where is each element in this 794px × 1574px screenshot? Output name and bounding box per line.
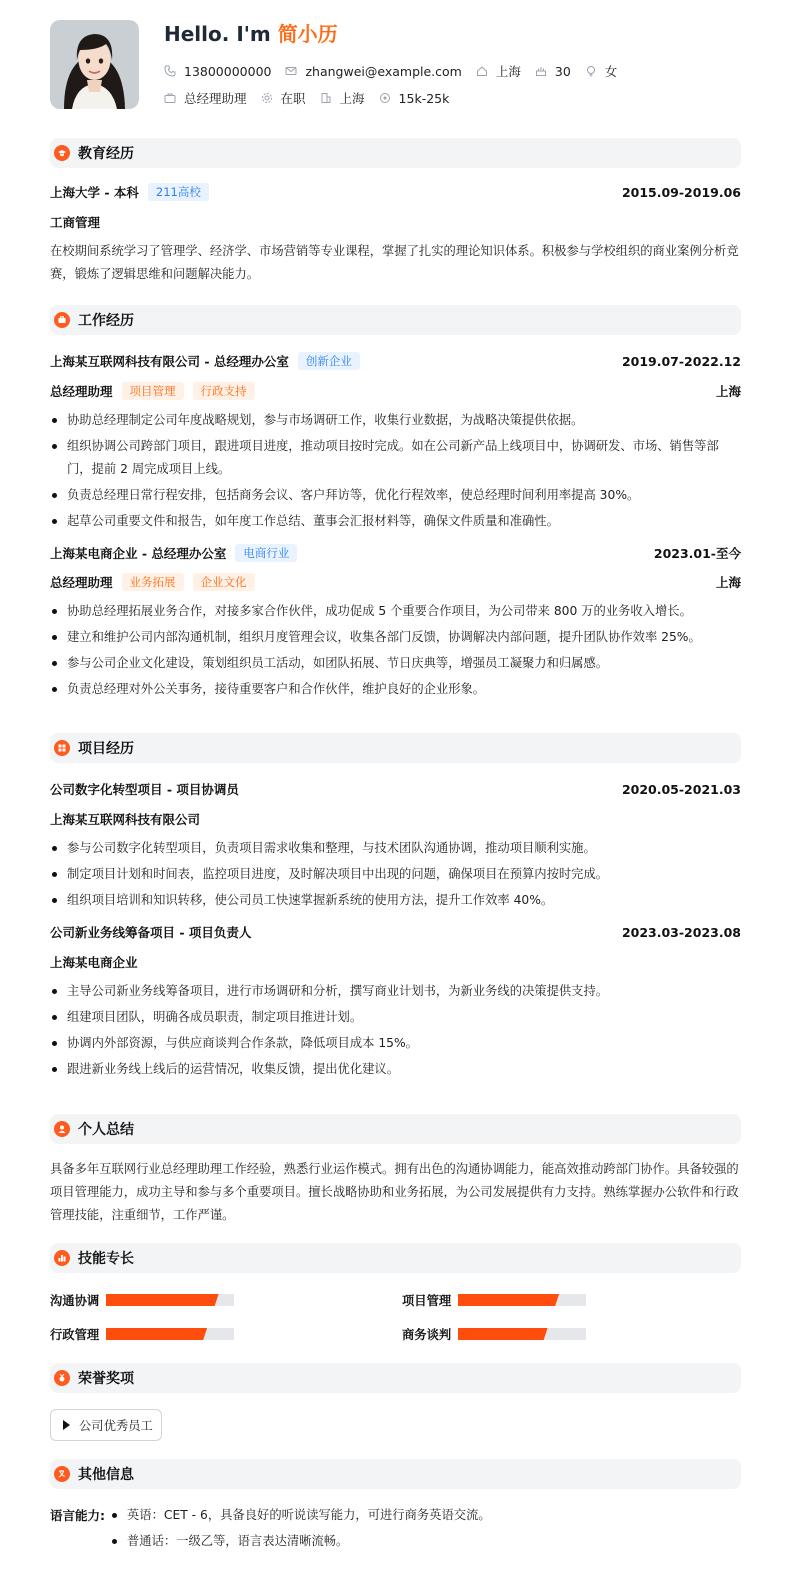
project-org: 上海某互联网科技有限公司: [50, 812, 201, 827]
section-title: 个人总结: [78, 1122, 134, 1138]
money-icon: [379, 92, 391, 104]
briefcase-icon: [164, 92, 176, 104]
age-text: 30: [554, 63, 571, 79]
phone-item: [164, 64, 271, 79]
work-header: [50, 305, 741, 335]
skills-header: [50, 1243, 741, 1273]
project-bullets: [50, 837, 741, 912]
gender-icon: [585, 65, 597, 77]
user-icon: [54, 1121, 70, 1137]
job-role: 总经理助理: [50, 575, 113, 590]
section-title: 项目经历: [78, 741, 134, 757]
gender-text: 女: [604, 64, 618, 79]
award-item[interactable]: [50, 1409, 162, 1441]
salary-item: [379, 91, 450, 106]
section-title: 工作经历: [78, 313, 134, 329]
skill-bar-fill: [106, 1294, 219, 1306]
status-item: [261, 89, 306, 107]
skill-item: [50, 1327, 234, 1341]
skill-name: 行政管理: [50, 1328, 100, 1342]
briefcase-icon: [54, 312, 70, 328]
list-item: 负责总经理对外公关事务，接待重要客户和合作伙伴，维护良好的企业形象。: [50, 678, 741, 701]
section-title: 教育经历: [78, 146, 134, 162]
list-item: 负责总经理日常行程安排，包括商务会议、客户拜访等，优化行程效率，使总经理时间利用率提高 30%。: [50, 484, 741, 507]
company-tag: 电商行业: [235, 544, 297, 562]
project-bullets: [50, 980, 741, 1081]
education-header: [50, 138, 741, 168]
cake-icon: [535, 65, 547, 77]
project-name: 公司新业务线筹备项目 - 项目负责人: [50, 925, 252, 940]
email-text: zhangwei@example.com: [305, 63, 462, 79]
phone-text: 13800000000: [184, 63, 272, 79]
list-item: 参与公司数字化转型项目，负责项目需求收集和整理，与技术团队沟通协调，推动项目顺利实施。: [50, 837, 741, 860]
skill-item: [402, 1327, 586, 1341]
contact-row: [164, 62, 631, 80]
salary-text: 15k-25k: [398, 90, 450, 106]
profile-photo: [50, 20, 139, 109]
home-icon: [476, 65, 488, 77]
resume-header: [50, 0, 741, 130]
project-org: 上海某电商企业: [50, 955, 138, 970]
skill-bar-fill: [106, 1328, 207, 1340]
list-item: 协调内外部资源，与供应商谈判合作条款，降低项目成本 15%。: [50, 1032, 741, 1055]
skill-bar-fill: [458, 1328, 548, 1340]
building-icon: [320, 92, 332, 104]
status-text: 在职: [280, 91, 306, 106]
grid-icon: [54, 740, 70, 756]
education-section: [50, 138, 741, 286]
major-name: 工商管理: [50, 215, 101, 230]
company-name: 上海某电商企业 - 总经理办公室: [50, 546, 227, 561]
skill-tag: 业务拓展: [122, 573, 184, 591]
city-text: 上海: [339, 91, 365, 106]
education-row: [50, 182, 741, 202]
other-header: [50, 1459, 741, 1489]
work-entry: [50, 351, 741, 533]
education-date: 2015.09-2019.06: [621, 184, 741, 200]
email-item: [285, 64, 461, 79]
location-text: 上海: [495, 64, 521, 79]
medal-icon: [54, 1370, 70, 1386]
work-bullets: [50, 600, 741, 701]
other-section: [50, 1459, 741, 1489]
list-item: 制定项目计划和时间表，监控项目进度，及时解决项目中出现的问题，确保项目在预算内按时完成。: [50, 863, 741, 886]
phone-icon: [164, 65, 176, 77]
projects-section: [50, 733, 741, 1084]
work-bullets: [50, 409, 741, 533]
projects-header: [50, 733, 741, 763]
section-title: 其他信息: [78, 1467, 134, 1483]
project-date: 2023.03-2023.08: [621, 924, 741, 940]
school-name: 上海大学 - 本科: [50, 185, 139, 200]
skill-tag: 行政支持: [193, 382, 255, 400]
company-name: 上海某互联网科技有限公司 - 总经理办公室: [50, 354, 289, 369]
list-item: 主导公司新业务线筹备项目，进行市场调研和分析，撰写商业计划书，为新业务线的决策提供支持。: [50, 980, 741, 1003]
greeting-text: Hello. I'm: [164, 22, 278, 46]
position-item: [164, 89, 247, 107]
list-item: 建立和维护公司内部沟通机制，组织月度管理会议，收集各部门反馈，协调解决内部问题，提升团队协作效率 25%。: [50, 626, 741, 649]
skills-section: [50, 1243, 741, 1273]
play-icon: [63, 1420, 70, 1430]
company-tag: 创新企业: [298, 352, 360, 370]
skill-bar: [106, 1294, 234, 1306]
skill-bar: [458, 1294, 586, 1306]
work-date: 2023.01-至今: [653, 546, 741, 561]
school-tag: 211高校: [148, 183, 209, 201]
city-item: [320, 89, 365, 107]
skill-name: 商务谈判: [402, 1328, 452, 1342]
bar-chart-icon: [54, 1250, 70, 1266]
skill-item: [50, 1293, 234, 1307]
project-entry: [50, 922, 741, 1081]
skill-tag: 项目管理: [122, 382, 184, 400]
section-title: 技能专长: [78, 1251, 134, 1267]
work-entry: [50, 543, 741, 701]
language-block: [50, 1504, 491, 1556]
list-item: 协助总经理制定公司年度战略规划，参与市场调研工作，收集行业数据，为战略决策提供依据。: [50, 409, 741, 432]
list-item: 参与公司企业文化建设，策划组织员工活动，如团队拓展、节日庆典等，增强员工凝聚力和归属感。: [50, 652, 741, 675]
list-item: 跟进新业务线上线后的运营情况，收集反馈，提出优化建议。: [50, 1058, 741, 1081]
candidate-name: 简小历: [277, 22, 338, 46]
mail-icon: [285, 65, 297, 77]
project-date: 2020.05-2021.03: [621, 781, 741, 797]
skill-tag: 企业文化: [193, 573, 255, 591]
education-description: 在校期间系统学习了管理学、经济学、市场营销等专业课程，掌握了扎实的理论知识体系。积极参与学校组织的商业案例分析竞赛，锻炼了逻辑思维和问题解决能力。: [50, 244, 739, 281]
work-city: 上海: [715, 384, 741, 399]
graduation-cap-icon: [54, 145, 70, 161]
work-date: 2019.07-2022.12: [621, 353, 741, 369]
awards-header: [50, 1363, 741, 1393]
work-city: 上海: [715, 575, 741, 590]
summary-section: [50, 1114, 741, 1227]
section-title: 荣誉奖项: [78, 1371, 134, 1387]
job-intent-row: [164, 89, 463, 107]
list-item: 普通话：一级乙等，语言表达清晰流畅。: [110, 1530, 491, 1553]
skill-name: 项目管理: [402, 1294, 452, 1308]
language-label: 语言能力:: [50, 1508, 105, 1523]
language-list: [110, 1504, 491, 1556]
award-name: 公司优秀员工: [79, 1419, 153, 1433]
list-item: 协助总经理拓展业务合作，对接多家合作伙伴，成功促成 5 个重要合作项目，为公司带来 800 万的业务收入增长。: [50, 600, 741, 623]
job-role: 总经理助理: [50, 384, 113, 399]
skill-bar: [458, 1328, 586, 1340]
project-name: 公司数字化转型项目 - 项目协调员: [50, 782, 239, 797]
list-item: 起草公司重要文件和报告，如年度工作总结、董事会汇报材料等，确保文件质量和准确性。: [50, 510, 741, 533]
skill-name: 沟通协调: [50, 1294, 100, 1308]
project-entry: [50, 779, 741, 912]
list-item: 组织项目培训和知识转移，使公司员工快速掌握新系统的使用方法，提升工作效率 40%。: [50, 889, 741, 912]
settings-icon: [261, 92, 273, 104]
summary-header: [50, 1114, 741, 1144]
list-item: 组建项目团队，明确各成员职责，制定项目推进计划。: [50, 1006, 741, 1029]
skill-bar-fill: [458, 1294, 559, 1306]
summary-text: 具备多年互联网行业总经理助理工作经验，熟悉行业运作模式。拥有出色的沟通协调能力，能高效推动跨部门协作。具备较强的项目管理能力，成功主导和参与多个重要项目。擅长战略协助和业务拓展，为公司发展提供有力支持。熟练掌握办公软件和行政管理技能，注重细节，工作严谨。: [50, 1162, 739, 1222]
work-section: [50, 305, 741, 704]
skill-item: [402, 1293, 586, 1307]
position-text: 总经理助理: [184, 91, 247, 106]
greeting-title: [164, 18, 338, 47]
gender-item: [585, 62, 618, 80]
awards-section: [50, 1363, 741, 1393]
list-item: 英语：CET - 6，具备良好的听说读写能力，可进行商务英语交流。: [110, 1504, 491, 1527]
age-item: [535, 64, 571, 79]
list-item: 组织协调公司跨部门项目，跟进项目进度，推动项目按时完成。如在公司新产品上线项目中，协调研发、市场、销售等部门，提前 2 周完成项目上线。: [50, 435, 741, 481]
language-icon: [54, 1466, 70, 1482]
location-item: [476, 62, 521, 80]
skill-bar: [106, 1328, 234, 1340]
